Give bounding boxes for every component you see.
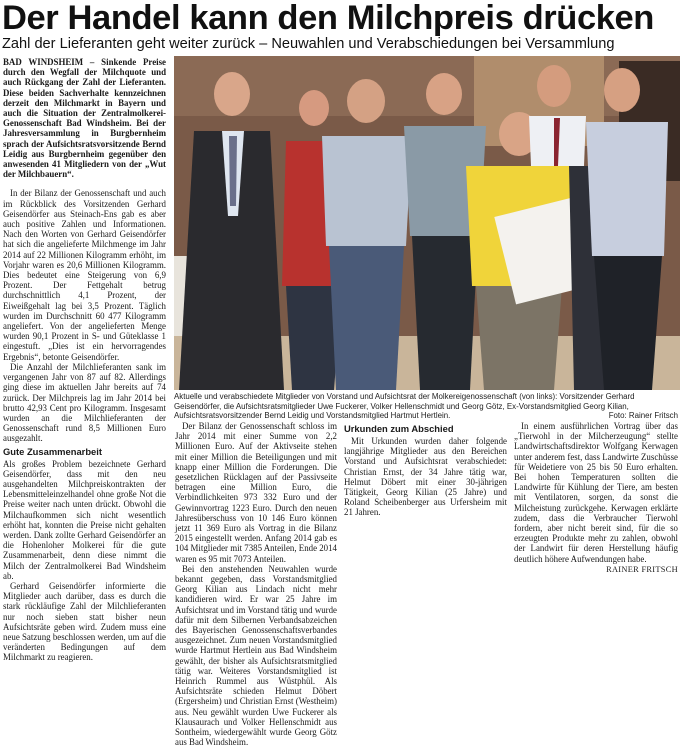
body-paragraph: Mit Urkunden wurden daher folgende langjährige Mitglieder aus den Bereichen Vorstand und Aufsichtsrat verabschiedet: Christian Ernst, der 34 Jahre tätig war, Helmut Döbert mit einer 30-jährigen Tätigkeit, Georg Kilian (25 Jahre) und Roland Scheibenberger aus Urfersheim mit 21 Jahren. [344, 436, 507, 518]
body-paragraph: In einem ausführlichen Vortrag über das „Tierwohl in der Milcherzeugung“ stellte Landwirtschaftsdirektor Wolfgang Kerwagen unter anderem fest, dass Landwirte Zuschüsse für Weidetiere von 25 bis 50 Euro erhalten. Bei hohen Temperaturen sollten die Landwirte für Kühlung der Tiere, am besten mit Ventilatoren, sorgen, da sonst die Milcheistung zurückgehe. Kerwagen erklärte zudem, dass die Verbraucher Tierwohl fordern, aber nicht bereit sind, für die so erzeugten Produkte mehr zu zahlen, obwohl der Landwirt für deren Herstellung häufig deutlich höhere Aufwendungen habe. [514, 421, 678, 564]
column-4 [514, 421, 678, 668]
body-paragraph: In der Bilanz der Genossenschaft und auch im Rückblick des Vorsitzenden Gerhard Geisendörfer aus Steinach-Ens gab es aber auch positive Zahlen und Informationen. Nach den Worten von Gerhard Geisendörfer hat sich die angelieferte Milchmenge im Jahr 2014 auf 22 Millionen Kilogramm erhöht, im Vorjahr waren es 20,6 Millionen Kilogramm. Dies bedeutet eine Steigerung von 6,9 Prozent. Der Fettgehalt betrug durchschnittlich 4,1 Prozent, der Eiweißgehalt lag bei 3,5 Prozent. Täglich wurden im Durchschnitt 60 477 Kilogramm angeliefert. Von der angelieferten Menge wurden 90,1 Prozent in S- und Güteklasse 1 eingestuft. „Dies ist ein hervorragendes Ergebnis“, betonte Geisendörfer. [3, 188, 166, 362]
headline: Der Handel kann den Milchpreis drücken [2, 0, 654, 37]
subheading-farewell: Urkunden zum Abschied [344, 423, 454, 434]
column-1 [3, 57, 166, 668]
subheadline: Zahl der Lieferanten geht weiter zurück – Neuwahlen und Verabschiedungen bei Versammlung [2, 36, 615, 52]
column-3 [344, 421, 507, 668]
body-paragraph: Der Bilanz der Genossenschaft schloss im Jahr 2014 mit einer Summe von 2,2 Millionen Euro. Auf der Aktivseite stehen mit einer Million die Beteiligungen und mit knapp einer Million die Forderungen. Die gesetzlichen Rücklagen auf der Passivseite betragen eine Million Euro, die Verbindlichkeiten 973 332 Euro und der Gewinnvortrag 1223 Euro. Durch den neuen Jahresüberschuss von 10 146 Euro können jetzt 11 369 Euro als Vortrag in die Bilanz 2015 eingestellt werden. Anfang 2014 gab es 104 Mitglieder mit 7385 Anteilen, Ende 2014 waren es 95 mit 7073 Anteilen. [175, 421, 337, 564]
author-byline: RAINER FRITSCH [606, 564, 678, 574]
photo-credit: Foto: Rainer Fritsch [608, 411, 678, 421]
photo-caption [174, 392, 678, 421]
lead-text: – Sinkende Preise durch den Wegfall der Milchquote und auch Rückgang der Zahl der Lieferanten. Diese beiden Sachverhalte kennzeichnen derzeit den Milchmarkt in Bayern und auch die Situation der Zentralmolkerei-Genossenschaft Bad Windsheim. Bei der Jahresversammlung in Burgbernheim sprach der Aufsichtsratsvorsitzende Bernd Leidig aus Burgbernheim gegenüber den anwesenden 41 Mitgliedern von der „Wut der Milchbauern“. [3, 57, 166, 180]
column-2 [175, 421, 337, 748]
body-paragraph: Als großes Problem bezeichnete Gerhard Geisendörfer, dass mit den neu ausgehandelten Milchpreiskontrakten der Lebensmitteleinzelhandel ohne große Not die Preise weiter nach unten drückt. Obwohl die Milchaufkommen sich nicht wesentlich erhöht hat, konnten die Preise nicht gehalten werden. Dank zollte Gerhard Geisendörfer an die Hohenloher Molkerei für die gute Zusammenarbeit, denn diese nimmt die Milch der Zentralmolkerei Bad Windsheim ab. [3, 458, 166, 581]
subheading-cooperation: Gute Zusammenarbeit [3, 445, 102, 457]
dateline: BAD WINDSHEIM [3, 57, 84, 67]
lead-paragraph [3, 57, 166, 179]
body-paragraph: Gerhard Geisendörfer informierte die Mitglieder auch darüber, dass es durch die stark rückläufige Zahl der Milchlieferanten nur noch sieben statt bisher neun Aufsichtsräte geben wird. Zudem muss eine neue Satzung beschlossen werden, um auf die veränderten Bedingungen auf dem Milchmarkt zu reagieren. [3, 580, 166, 663]
body-paragraph: Bei den anstehenden Neuwahlen wurde bekannt gegeben, dass Vorstandsmitglied Georg Kilian aus Lindach nicht mehr kandidieren wird. Er war 25 Jahre im Aufsichtsrat und im Vorstand tätig und wurde dafür mit dem Silbernen Verbandsabzeichen des Bayerischen Genossenschaftsverbandes ausgezeichnet. Zum neuen Vorstandsmitglied wurde Hartmut Hertlein aus Bad Windsheim gewählt, der bisher als Aufsichtsratsmitglied tätig war. Weiteres Vorstandsmitglied ist Heinrich Rummel aus Wüstphül. Als Aufsichtsräte schieden Helmut Döbert (Ergersheim) und Christian Ernst (Westheim) aus. Neu gewählt wurden Uwe Fuckerer als Klausaurach und Volker Hellenschmidt aus Sontheim, wiedergewählt wurde Georg Götz aus Bad Windsheim. [175, 563, 337, 748]
body-paragraph: Die Anzahl der Milchlieferanten sank im vergangenen Jahr von 87 auf 82. Allerdings ging diese im aktuellen Jahr bereits auf 74 zurück. Der Milchpreis lag im Jahr 2014 bei brutto 42,93 Cent pro Kilogramm. Insgesamt wurden an die Milchlieferanten der Genossenschaft rund 8,5 Millionen Euro ausgezahlt. [3, 361, 166, 444]
group-photo-illustration [174, 56, 680, 390]
caption-text: Aktuelle und verabschiedete Mitglieder von Vorstand und Aufsichtsrat der Molkereigenossenschaft (von links): Vorsitzender Gerhard Geisendörfer, die Aufsichtsratsmitglieder Uwe Fuckerer, Volker Hellenschmidt und Georg Götz, Ex-Vorstandsmitglied Georg Kilian, Aufsichtsratsvorsitzender Bernd Leidig und Vorstandsmitglied Hartmut Hertlein. [174, 392, 635, 421]
group-photo [174, 56, 680, 390]
